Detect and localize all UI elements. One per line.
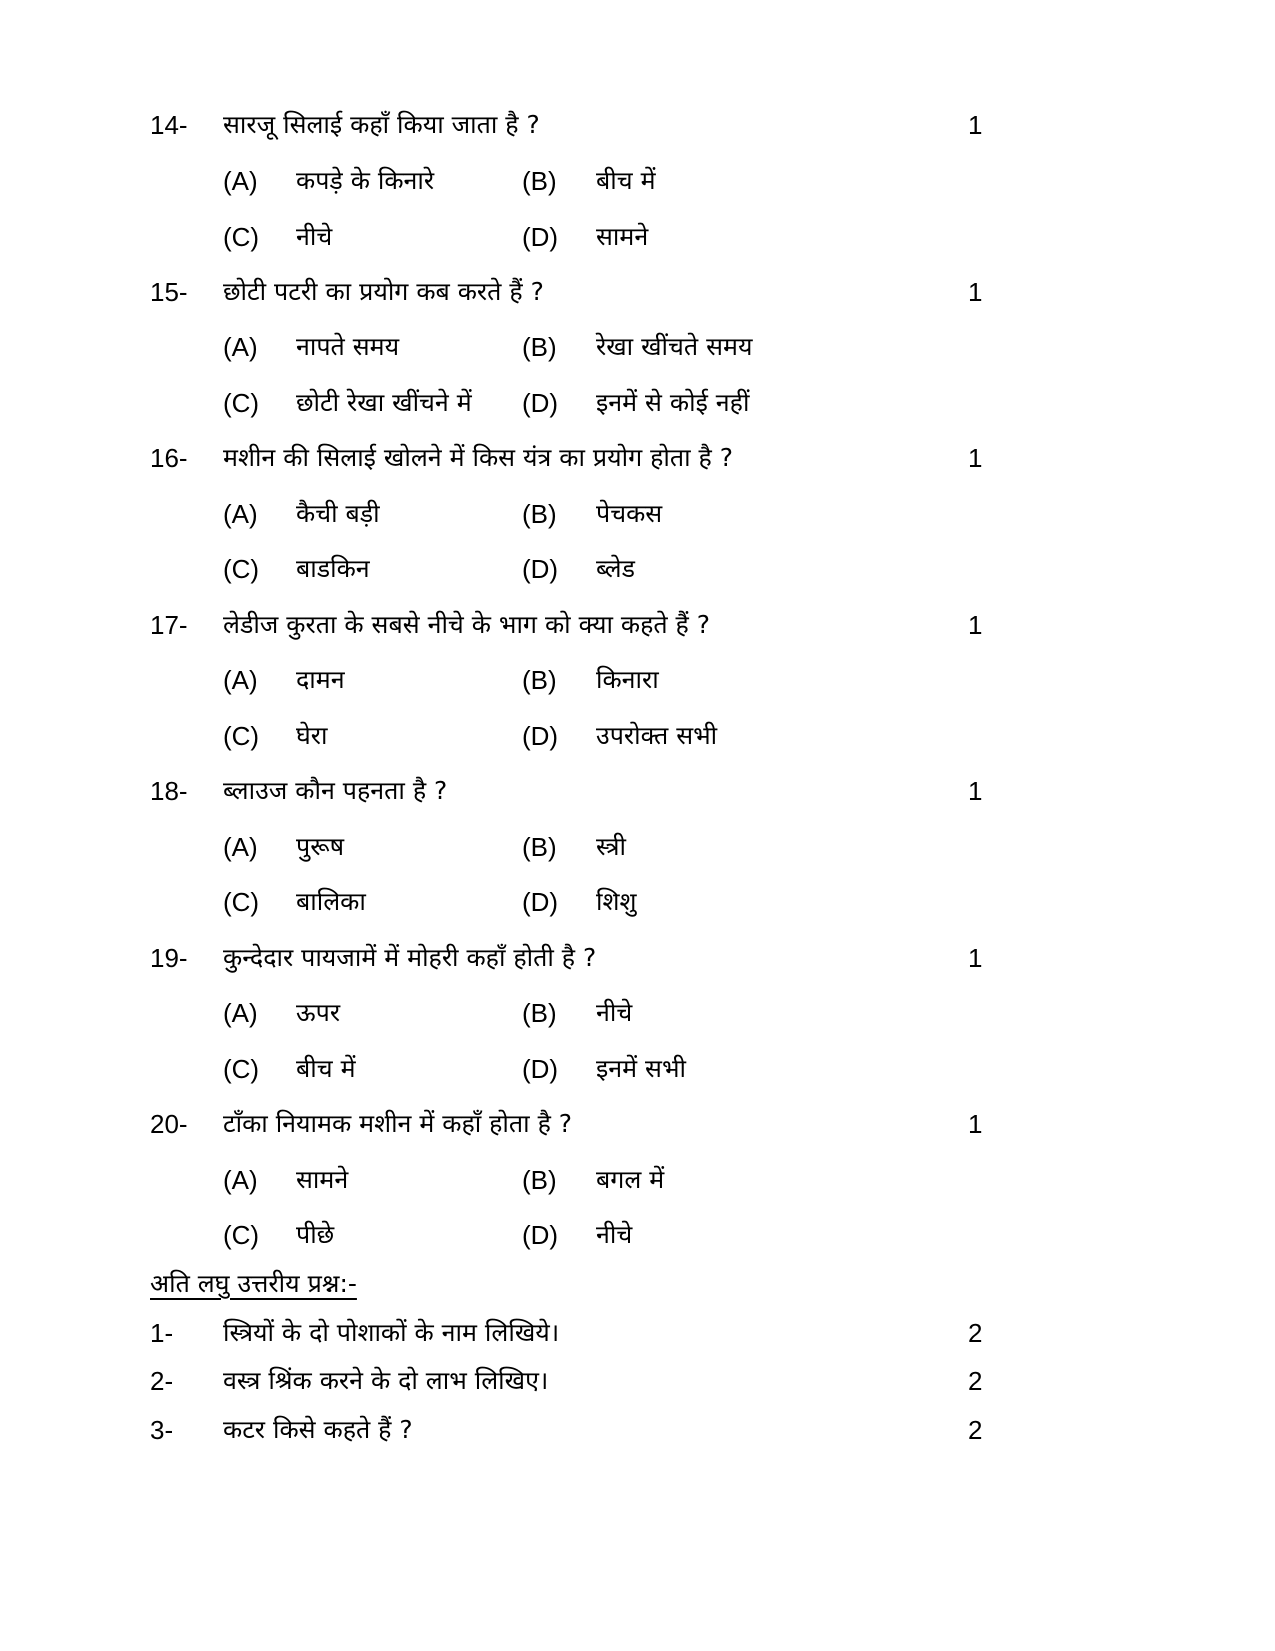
option-label: (C) <box>223 721 260 751</box>
option-text: नीचे <box>596 1220 633 1249</box>
option-label: (D) <box>522 222 559 252</box>
option-text: ब्लेड <box>596 554 636 583</box>
option-label: (A) <box>223 499 258 529</box>
option-text: नीचे <box>596 998 633 1027</box>
option-row <box>0 547 1275 591</box>
question-row <box>0 936 1275 980</box>
option-label: (B) <box>522 1165 557 1195</box>
option-text: उपरोक्त सभी <box>596 721 718 750</box>
question-marks: 1 <box>968 943 983 973</box>
question-number: 20- <box>150 1109 188 1139</box>
question-marks: 2 <box>968 1318 983 1348</box>
option-label: (A) <box>223 998 258 1028</box>
option-label: (A) <box>223 332 258 362</box>
option-label: (C) <box>223 554 260 584</box>
option-label: (B) <box>522 499 557 529</box>
option-label: (B) <box>522 166 557 196</box>
option-row <box>0 1213 1275 1257</box>
question-marks: 1 <box>968 1109 983 1139</box>
question-marks: 1 <box>968 776 983 806</box>
option-label: (D) <box>522 721 559 751</box>
option-label: (C) <box>223 887 260 917</box>
option-text: छोटी रेखा खींचने में <box>296 388 472 417</box>
question-marks: 2 <box>968 1366 983 1396</box>
question-marks: 1 <box>968 110 983 140</box>
option-text: दामन <box>296 665 345 694</box>
option-row <box>0 714 1275 758</box>
question-number: 18- <box>150 776 188 806</box>
question-text: टाँका नियामक मशीन में कहाँ होता है ? <box>223 1109 573 1138</box>
option-row <box>0 880 1275 924</box>
option-text: कैची बड़ी <box>296 499 380 528</box>
option-row <box>0 215 1275 259</box>
option-label: (B) <box>522 332 557 362</box>
option-text: पेचकस <box>596 499 663 528</box>
option-label: (C) <box>223 1220 260 1250</box>
option-text: शिशु <box>596 887 637 916</box>
question-text: वस्त्र श्रिंक करने के दो लाभ लिखिए। <box>223 1366 549 1395</box>
question-row <box>0 603 1275 647</box>
option-label: (C) <box>223 1054 260 1084</box>
option-label: (C) <box>223 222 260 252</box>
question-row <box>0 270 1275 314</box>
question-number: 16- <box>150 443 188 473</box>
question-text: सारजू सिलाई कहाँ किया जाता है ? <box>223 110 540 139</box>
option-row <box>0 1047 1275 1091</box>
option-text: इनमें से कोई नहीं <box>596 388 750 417</box>
option-text: सामने <box>296 1165 349 1194</box>
question-text: कटर किसे कहते हैं ? <box>223 1415 413 1444</box>
option-label: (C) <box>223 388 260 418</box>
question-row <box>0 1359 1275 1403</box>
question-text: ब्लाउज कौन पहनता है ? <box>223 776 448 805</box>
option-text: बालिका <box>296 887 366 916</box>
question-row <box>0 1408 1275 1452</box>
question-number: 19- <box>150 943 188 973</box>
option-label: (D) <box>522 1054 559 1084</box>
option-text: सामने <box>596 222 649 251</box>
section-heading: अति लघु उत्तरीय प्रश्न:- <box>150 1269 357 1298</box>
option-row <box>0 159 1275 203</box>
option-label: (B) <box>522 665 557 695</box>
option-text: नापते समय <box>296 332 400 361</box>
question-marks: 2 <box>968 1415 983 1445</box>
question-marks: 1 <box>968 443 983 473</box>
question-marks: 1 <box>968 610 983 640</box>
question-number: 2- <box>150 1366 174 1396</box>
option-text: बीच में <box>596 166 656 195</box>
option-label: (D) <box>522 1220 559 1250</box>
question-marks: 1 <box>968 277 983 307</box>
option-label: (B) <box>522 998 557 1028</box>
option-text: इनमें सभी <box>596 1054 686 1083</box>
question-text: लेडीज कुरता के सबसे नीचे के भाग को क्या कहते हैं ? <box>223 610 711 639</box>
question-number: 14- <box>150 110 188 140</box>
option-text: बगल में <box>596 1165 665 1194</box>
section-heading-row <box>0 1262 1275 1306</box>
option-label: (A) <box>223 166 258 196</box>
option-text: घेरा <box>296 721 328 750</box>
question-text: छोटी पटरी का प्रयोग कब करते हैं ? <box>223 277 544 306</box>
option-text: ऊपर <box>296 998 341 1027</box>
option-text: रेखा खींचते समय <box>596 332 753 361</box>
question-text: स्त्रियों के दो पोशाकों के नाम लिखिये। <box>223 1318 560 1347</box>
question-row <box>0 103 1275 147</box>
option-label: (D) <box>522 887 559 917</box>
option-row <box>0 991 1275 1035</box>
option-label: (B) <box>522 832 557 862</box>
option-label: (A) <box>223 832 258 862</box>
option-label: (D) <box>522 554 559 584</box>
question-row <box>0 436 1275 480</box>
question-number: 1- <box>150 1318 174 1348</box>
question-row <box>0 1311 1275 1355</box>
option-text: पुरूष <box>296 832 345 861</box>
option-row <box>0 325 1275 369</box>
option-text: पीछे <box>296 1220 335 1249</box>
option-row <box>0 492 1275 536</box>
question-text: मशीन की सिलाई खोलने में किस यंत्र का प्रयोग होता है ? <box>223 443 734 472</box>
option-text: बाडकिन <box>296 554 370 583</box>
question-number: 3- <box>150 1415 174 1445</box>
question-number: 17- <box>150 610 188 640</box>
option-label: (A) <box>223 1165 258 1195</box>
option-row <box>0 658 1275 702</box>
option-text: स्त्री <box>596 832 627 861</box>
option-text: नीचे <box>296 222 333 251</box>
option-text: कपड़े के किनारे <box>296 166 435 195</box>
question-text: कुन्देदार पायजामें में मोहरी कहाँ होती है ? <box>223 943 597 972</box>
option-text: किनारा <box>596 665 659 694</box>
question-row <box>0 769 1275 813</box>
option-row <box>0 825 1275 869</box>
option-row <box>0 1158 1275 1202</box>
option-text: बीच में <box>296 1054 356 1083</box>
option-label: (A) <box>223 665 258 695</box>
question-row <box>0 1102 1275 1146</box>
option-label: (D) <box>522 388 559 418</box>
question-number: 15- <box>150 277 188 307</box>
option-row <box>0 381 1275 425</box>
